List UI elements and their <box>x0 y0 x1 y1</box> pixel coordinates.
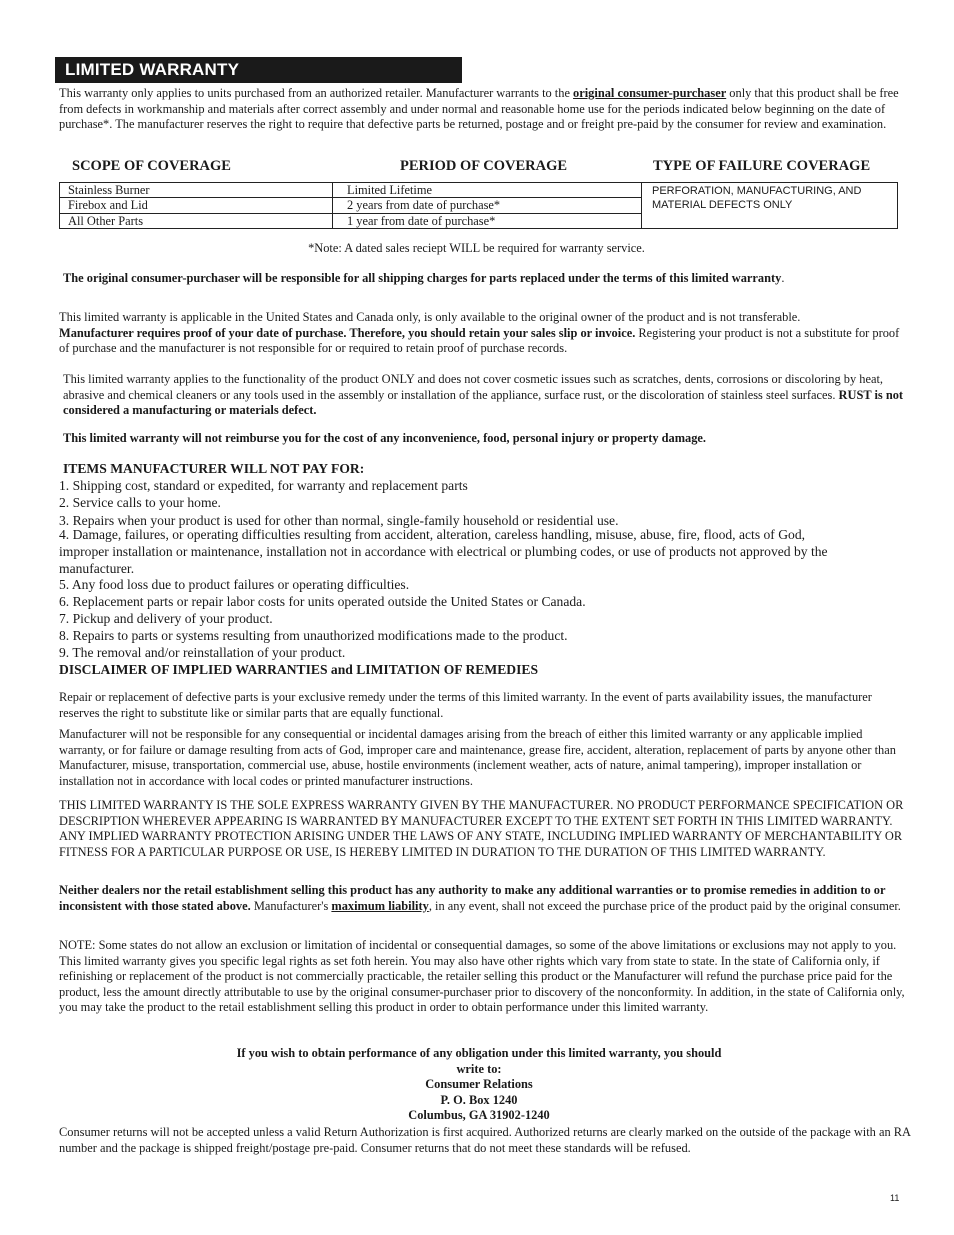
intro-text-a: This warranty only applies to units purchased from an authorized retailer. Manufacturer warrants to the <box>59 86 574 100</box>
shipping-statement: The original consumer-purchaser will be responsible for all shipping charges for parts replaced under the terms of this limited warranty. <box>63 271 785 285</box>
scope-cell: Firebox and Lid <box>60 198 333 213</box>
functionality-text-a: This limited warranty applies to the functionality of the product ONLY and does not cover cosmetic issues such as scratches, dents, corrosions or discoloring by heat, abrasive and chemical cleaners or any tools used in the assembly or installation of the appliance, surface rust, or the discoloration of stainless steel surfaces. <box>63 372 884 402</box>
applicability-text-c: Registering your product is not a substitute for proof of purchase and the manufacturer is not responsible for or required to retain proof of purchase records. <box>59 325 900 355</box>
contact-po-box: P. O. Box 1240 <box>440 1092 518 1107</box>
contact-line-1: If you wish to obtain performance of any obligation under this limited warranty, you should <box>236 1046 722 1060</box>
item-7: 7. Pickup and delivery of your product. <box>59 611 273 626</box>
intro-paragraph <box>59 86 911 133</box>
table-row <box>60 183 898 198</box>
item-4: 4. Damage, failures, or operating difficulties resulting from accident, alteration, careless handling, misuse, abuse, fire, flood, acts of God, improper installation or maintenance, installation not in accordance with electrical or plumbing codes, or use of products not approved by the manufacturer. <box>59 527 828 576</box>
scope-cell: All Other Parts <box>60 213 333 228</box>
intro-text-b: only that this product shall be free from defects in workmanship and materials after correct assembly and under normal and reasonable home use for the periods indicated below beginning on the date of purchase*. The manufacturer reserves the right to require that defective parts be returned, postage and or freight pre-paid by the consumer for review and examination. <box>59 86 899 131</box>
items-heading: ITEMS MANUFACTURER WILL NOT PAY FOR: <box>63 461 365 476</box>
reimburse-text: This limited warranty will not reimburse you for the cost of any inconvenience, food, personal injury or property damage. <box>63 431 707 445</box>
item-9: 9. The removal and/or reinstallation of your product. <box>59 645 346 660</box>
applicability-paragraph <box>59 310 911 357</box>
header-failure-type: TYPE OF FAILURE COVERAGE <box>653 158 871 174</box>
coverage-table <box>59 182 898 229</box>
repair-paragraph: Repair or replacement of defective parts is your exclusive remedy under the terms of this limited warranty. In the event of parts availability issues, the manufacturer reserves the right to substitute like or similar parts that are equally functional. <box>59 690 872 720</box>
scope-cell: Stainless Burner <box>60 183 333 198</box>
functionality-text-b: RUST is not considered a manufacturing or materials defect. <box>63 387 904 417</box>
applicability-text-a: This limited warranty is applicable in the United States and Canada only, is only available to the original owner of the product and is not transferable. <box>59 310 801 324</box>
period-cell: Limited Lifetime <box>333 183 642 198</box>
page-title: LIMITED WARRANTY <box>65 60 240 79</box>
reimburse-statement <box>63 431 915 447</box>
dealers-text-d: , in any event, shall not exceed the purchase price of the product paid by the original consumer. <box>428 898 901 913</box>
contact-name: Consumer Relations <box>425 1077 533 1092</box>
applicability-text-b: Manufacturer requires proof of your date of purchase. Therefore, you should retain your sales slip or invoice. <box>59 325 636 340</box>
returns-paragraph: Consumer returns will not be accepted unless a valid Return Authorization is first acquired. Authorized returns are clearly marked on the outside of the package with an RA number and the package is shipped freight/postage pre-paid. Consumer returns that do not meet these standards will be refused. <box>59 1125 911 1155</box>
intro-emphasis: original consumer-purchaser <box>573 86 727 100</box>
disclaimer-heading: DISCLAIMER OF IMPLIED WARRANTIES and LIMITATION OF REMEDIES <box>59 662 539 677</box>
failure-type-cell: PERFORATION, MANUFACTURING, AND MATERIAL DEFECTS ONLY <box>642 183 898 229</box>
states-note-paragraph: NOTE: Some states do not allow an exclusion or limitation of incidental or consequential damages, so some of the above limitations or exclusions may not apply to you. This limited warranty gives you specific legal rights as set foth herein. You may also have other rights which vary from state to state. In the state of California only, if refinishing or replacement of the product is not commercially practicable, the retailer selling this product or the Manufacturer will refund the purchase price paid for the product, less the amount directly attributable to use by the original consumer-purchaser prior to discovery of the nonconformity. In addition, in the state of California only, you may take the product to the retail establishment selling this product in order to obtain performance under this limited warranty. <box>59 938 905 1014</box>
dealers-text-c: maximum liability <box>331 898 429 913</box>
header-scope: SCOPE OF COVERAGE <box>72 158 231 174</box>
dealers-text-a: Neither dealers nor the retail establishment selling this product has any authority to make any additional warranties or to promise remedies in addition to or inconsistent with those stated above. <box>59 883 886 913</box>
item-5: 5. Any food loss due to product failures or operating difficulties. <box>59 577 410 592</box>
functionality-paragraph <box>63 372 911 419</box>
consequential-paragraph: Manufacturer will not be responsible for any consequential or incidental damages arising from the breach of either this limited warranty or any applicable implied warranty, or for failure or damage resulting from acts of God, improper care and maintenance, grease fire, accident, alteration, replacement of parts by anyone other than Manufacturer, misuse, transportation, commercial use, abuse, hostile environments (inclement weather, acts of nature, animal tampering), improper installation or installation not in accordance with local codes or printed manufacturer instructions. <box>59 727 896 788</box>
period-cell: 1 year from date of purchase* <box>333 213 642 228</box>
item-3: 3. Repairs when your product is used for other than normal, single-family household or residential use. <box>59 513 619 528</box>
contact-line-2: write to: <box>456 1061 502 1076</box>
item-6: 6. Replacement parts or repair labor costs for units operated outside the United States or Canada. <box>59 594 586 609</box>
item-1: 1. Shipping cost, standard or expedited, for warranty and replacement parts <box>59 478 468 493</box>
period-cell: 2 years from date of purchase* <box>333 198 642 213</box>
dealers-paragraph <box>59 883 911 914</box>
dealers-text-b: Manufacturer's <box>250 898 332 913</box>
item-8: 8. Repairs to parts or systems resulting from unauthorized modifications made to the product. <box>59 628 568 643</box>
page-number: 11 <box>890 1193 900 1203</box>
contact-city: Columbus, GA 31902-1240 <box>408 1108 550 1123</box>
item-2: 2. Service calls to your home. <box>59 495 221 510</box>
contact-block <box>59 1046 899 1124</box>
header-period: PERIOD OF COVERAGE <box>400 158 568 174</box>
title-banner <box>55 57 462 83</box>
receipt-note: *Note: A dated sales reciept WILL be required for warranty service. <box>308 241 645 255</box>
sole-warranty-paragraph: THIS LIMITED WARRANTY IS THE SOLE EXPRESS WARRANTY GIVEN BY THE MANUFACTURER. NO PRODUCT PERFORMANCE SPECIFICATION OR DESCRIPTION WHEREVER APPEARING IS WARRANTED BY MANUFACTURER EXCEPT TO THE EXTENT SET FORTH IN THIS LIMITED WARRANTY. ANY IMPLIED WARRANTY PROTECTION ARISING UNDER THE LAWS OF ANY STATE, INCLUDING IMPLIED WARRANTY OF MERCHANTABILITY OR FITNESS FOR A PARTICULAR PURPOSE OR USE, IS HEREBY LIMITED IN DURATION TO THE DURATION OF THIS LIMITED WARRANTY. <box>59 798 904 859</box>
shipping-text: The original consumer-purchaser will be responsible for all shipping charges for parts replaced under the terms of this limited warranty <box>63 271 782 285</box>
